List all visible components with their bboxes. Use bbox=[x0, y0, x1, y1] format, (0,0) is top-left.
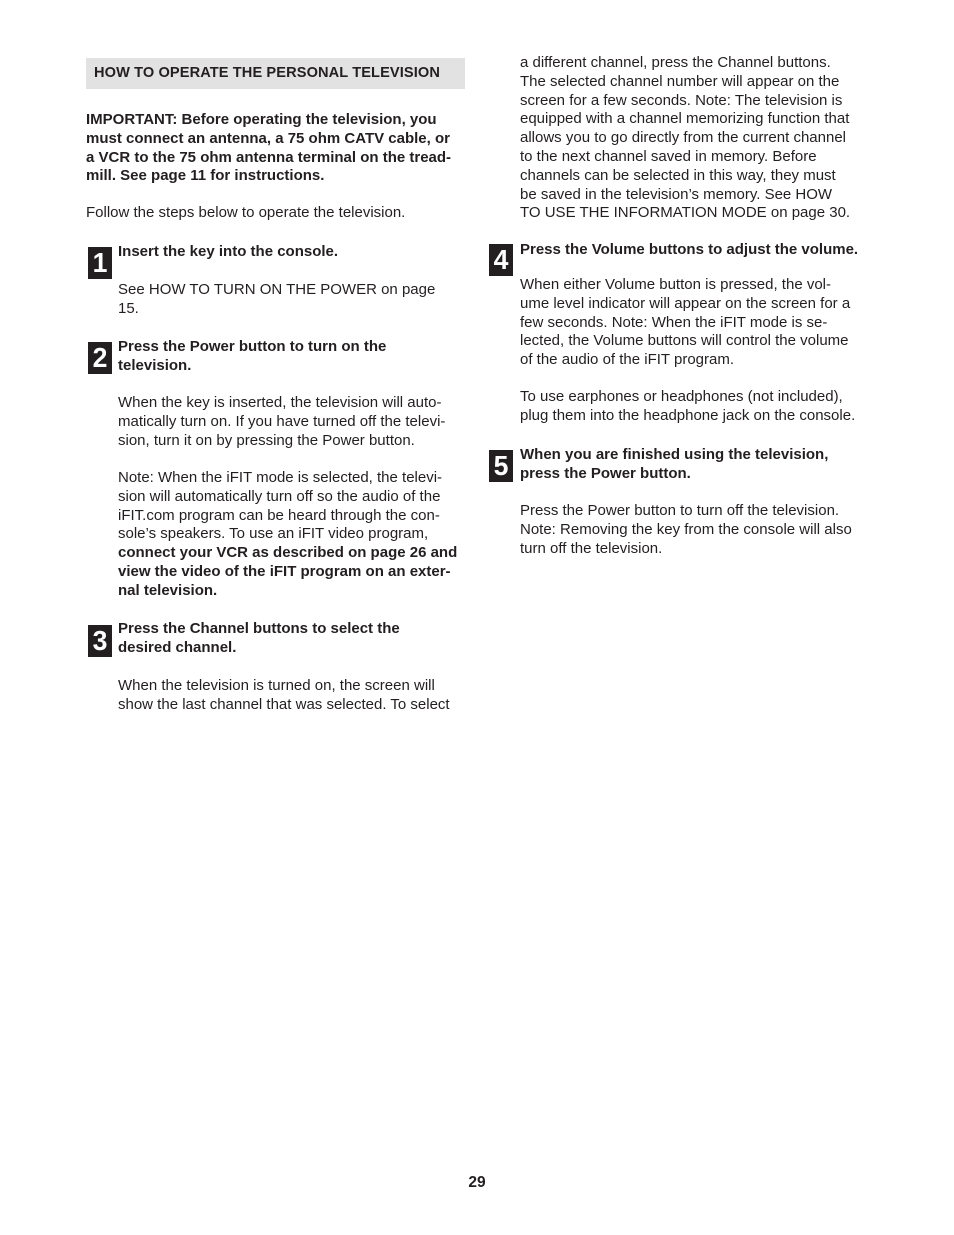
step-3-body-continued: a different channel, press the Channel buttons. The selected channel number will appear on the screen for a few seconds. Note: The television is equipped with a channel memorizing function that allows you to go directly from the current channel to the next channel saved in memory. Before channels can be selected in this way, they must be saved in the television’s memory. See HOW TO USE THE INFORMATION MODE on page 30. bbox=[520, 54, 851, 222]
step-2-body: When the key is inserted, the television will auto- matically turn on. If you have turned off the televi- sion, turn it on by pressing the Power button. bbox=[118, 394, 446, 449]
step-1-heading: Insert the key into the console. bbox=[118, 243, 339, 260]
step-2-heading: Press the Power button to turn on the television. bbox=[118, 338, 387, 374]
step-3-heading: Press the Channel buttons to select the desired channel. bbox=[118, 620, 400, 656]
step-4-body-2: To use earphones or headphones (not included), plug them into the headphone jack on the console. bbox=[520, 388, 856, 424]
step-5-heading: When you are finished using the television, press the Power button. bbox=[520, 446, 829, 482]
important-notice: IMPORTANT: Before operating the television, you must connect an antenna, a 75 ohm CATV cable, or a VCR to the 75 ohm antenna terminal on the tread- mill. See page 11 for instructions. bbox=[86, 111, 452, 185]
page-number: 29 bbox=[468, 1174, 486, 1191]
step-1-body: See HOW TO TURN ON THE POWER on page 15. bbox=[118, 281, 436, 317]
section-title: HOW TO OPERATE THE PERSONAL TELEVISION bbox=[94, 65, 440, 81]
step-3-body: When the television is turned on, the screen will show the last channel that was selected. To select bbox=[118, 677, 450, 713]
step-4-badge: 4 bbox=[489, 244, 513, 276]
step-4-body: When either Volume button is pressed, the vol- ume level indicator will appear on the screen for a few seconds. Note: When the iFIT mode is se- lected, the Volume buttons will control the volume of the audio of the iFIT program. bbox=[520, 276, 851, 369]
intro-text: Follow the steps below to operate the television. bbox=[86, 204, 406, 221]
step-1-badge: 1 bbox=[88, 247, 112, 279]
section-header bbox=[86, 58, 465, 89]
step-5-body: Press the Power button to turn off the television. Note: Removing the key from the console will also turn off the television. bbox=[520, 502, 852, 557]
step-5-badge: 5 bbox=[489, 450, 513, 482]
step-2-note: Note: When the iFIT mode is selected, the televi- sion will automatically turn off so the audio of the iFIT.com program can be heard through the con- sole’s speakers. To use an iFIT video program, bbox=[118, 469, 443, 543]
step-2-badge: 2 bbox=[88, 342, 112, 374]
step-3-badge: 3 bbox=[88, 625, 112, 657]
step-2-note-bold: connect your VCR as described on page 26 and view the video of the iFIT program on an exter- nal television. bbox=[118, 544, 458, 599]
step-4-heading: Press the Volume buttons to adjust the volume. bbox=[520, 241, 859, 258]
